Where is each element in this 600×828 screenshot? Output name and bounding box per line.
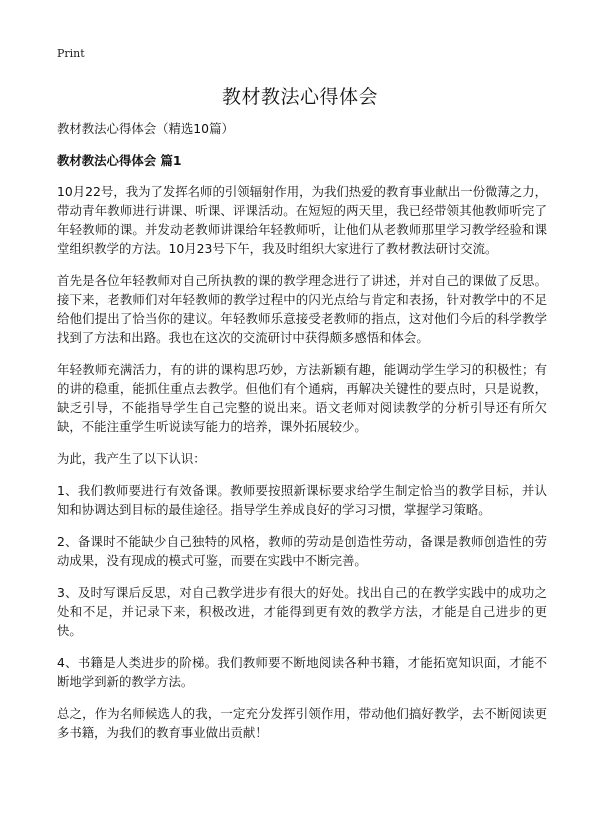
paragraph-5: 1、我们教师要进行有效备课。教师要按照新课标要求给学生制定恰当的教学目标，并认知和协调达到目标的最佳途径。指导学生养成良好的学习习惯，掌握学习策略。: [57, 483, 547, 517]
paragraph-8: 4、书籍是人类进步的阶梯。我们教师要不断地阅读各种书籍，才能拓宽知识面，才能不断地学到新的教学方法。: [57, 655, 547, 689]
paragraph-6: 2、备课时不能缺少自己独特的风格，教师的劳动是创造性劳动，备课是教师创造性的劳动成果，没有现成的模式可鉴，而要在实践中不断完善。: [57, 534, 547, 568]
paragraph-3: 年轻教师充满活力，有的讲的课构思巧妙，方法新颖有趣，能调动学生学习的积极性；有的讲的稳重，能抓住重点去教学。但他们有个通病，再解决关键性的要点时，只是说教，缺乏引导，不能指导学生自己完整的说出来。语文老师对阅读教学的分析引导还有所欠缺，不能注重学生听说读写能力的培养，课外拓展较少。: [57, 362, 547, 434]
section-heading: 教材教法心得体会 篇1: [57, 153, 182, 168]
paragraph-7: 3、及时写课后反思，对自己教学进步有很大的好处。找出自己的在教学实践中的成功之处和不足，并记录下来，积极改进，才能得到更有效的教学方法，才能是自己进步的更快。: [57, 585, 547, 638]
paragraph-4: 为此，我产生了以下认识：: [57, 451, 206, 466]
document-subtitle: 教材教法心得体会（精选10篇）: [57, 121, 234, 136]
document-body: [57, 119, 547, 755]
paragraph-9: 总之，作为名师候选人的我，一定充分发挥引领作用，带动他们搞好教学，去不断阅读更多书籍，为我们的教育事业做出贡献！: [57, 706, 547, 740]
document-title: 教材教法心得体会: [221, 86, 378, 108]
paragraph-1: 10月22号，我为了发挥名师的引领辐射作用，为我们热爱的教育事业献出一份微薄之力，带动青年教师进行讲课、听课、评课活动。在短短的两天里，我已经带领其他教师听完了年轻教师的课。并发动老教师讲课给年轻教师听，让他们从老教师那里学习教学经验和课堂组织教学的方法。10月23号下午，我及时组织大家进行了教材教法研讨交流。: [57, 184, 547, 256]
paragraph-2: 首先是各位年轻教师对自己所执教的课的教学理念进行了讲述，并对自己的课做了反思。接下来，老教师们对年轻教师的教学过程中的闪光点给与肯定和表扬，针对教学中的不足给他们提出了恰当你的建议。年轻教师乐意接受老教师的指点，这对他们今后的科学教学找到了方法和出路。我也在这次的交流研讨中获得颇多感悟和体会。: [57, 273, 547, 345]
print-link[interactable]: Print: [57, 47, 85, 60]
